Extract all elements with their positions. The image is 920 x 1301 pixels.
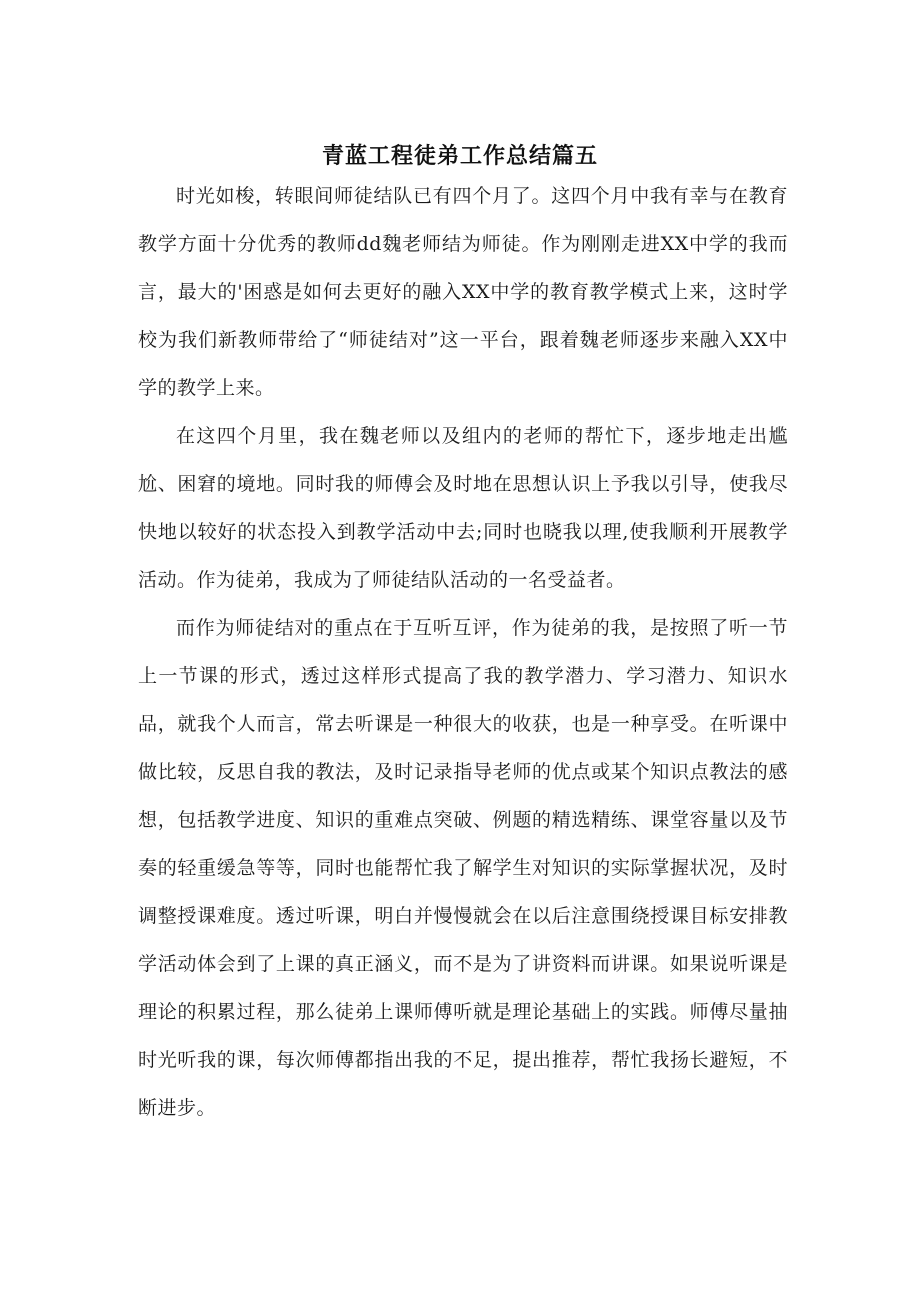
paragraph-3: 而作为师徒结对的重点在于互听互评，作为徒弟的我，是按照了听一节上一节课的形式，透过这样形式提高了我的教学潜力、学习潜力、知识水品，就我个人而言，常去听课是一种很大的收获，也是一种享受。在听课中做比较，反思自我的教法，及时记录指导老师的优点或某个知识点教法的感想，包括教学进度、知识的重难点突破、例题的精选精练、课堂容量以及节奏的轻重缓急等等，同时也能帮忙我了解学生对知识的实际掌握状况，及时调整授课难度。透过听课，明白并慢慢就会在以后注意围绕授课目标安排教学活动体会到了上课的真正涵义，而不是为了讲资料而讲课。如果说听课是理论的积累过程，那么徒弟上课师傅听就是理论基础上的实践。师傅尽量抽时光听我的课，每次师傅都指出我的不足，提出推荐，帮忙我扬长避短，不断进步。 [138,617,788,1119]
document-title: 青蓝工程徒弟工作总结篇五 [321,143,598,169]
document-body [138,172,788,1132]
paragraph-2: 在这四个月里，我在魏老师以及组内的老师的帮忙下，逐步地走出尴尬、困窘的境地。同时我的师傅会及时地在思想认识上予我以引导，使我尽快地以较好的状态投入到教学活动中去;同时也晓我以理,使我顺利开展教学活动。作为徒弟，我成为了师徒结队活动的一名受益者。 [138,425,788,591]
paragraph-1: 时光如梭，转眼间师徒结队已有四个月了。这四个月中我有幸与在教育教学方面十分优秀的教师dd魏老师结为师徒。作为刚刚走进XX中学的我而言，最大的'困惑是如何去更好的融入XX中学的教育教学模式上来，这时学校为我们新教师带给了“师徒结对”这一平台，跟着魏老师逐步来融入XX中学的教学上来。 [138,185,788,399]
